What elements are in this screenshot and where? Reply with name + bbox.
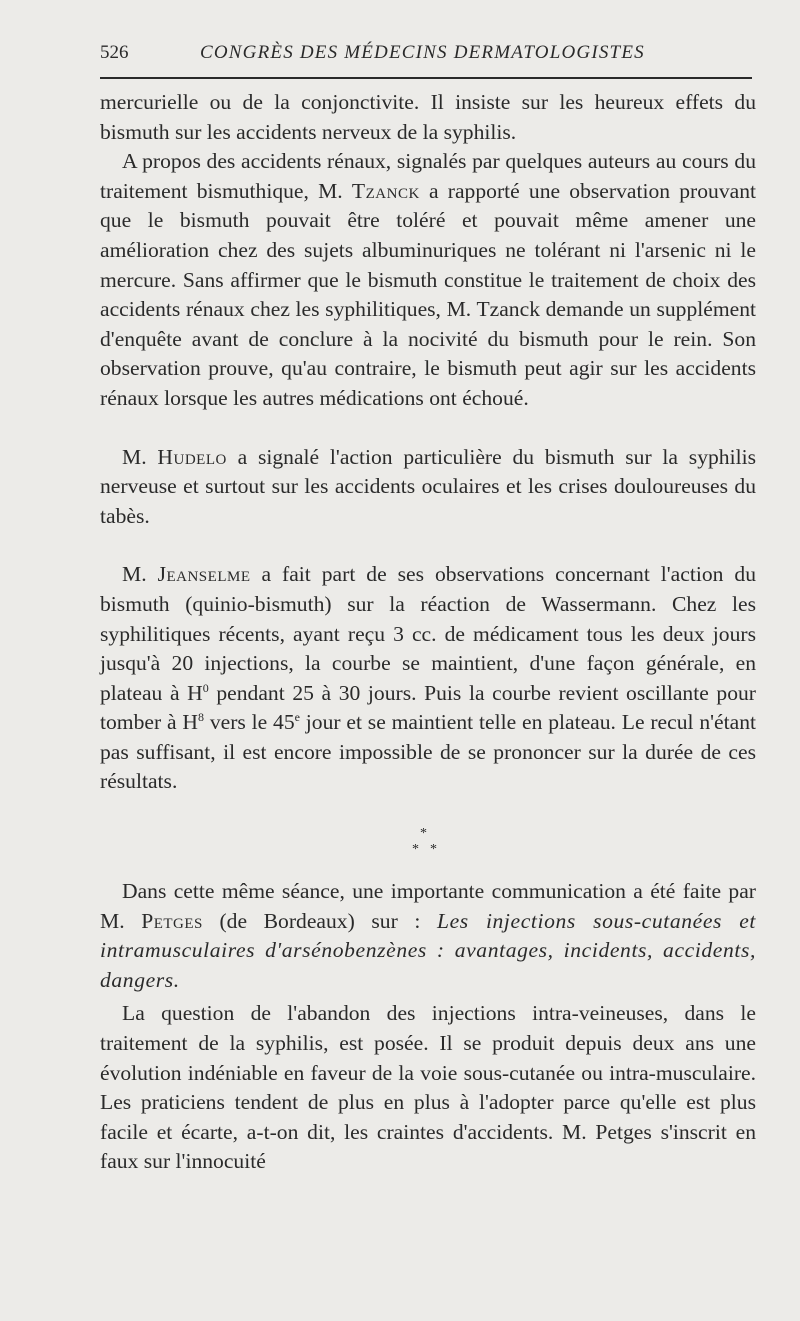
paragraph-text: M. [122,444,158,469]
author-name: Petges [141,908,203,933]
asterism-star: * [412,842,419,858]
author-name: Jeanselme [157,562,251,587]
paragraph-text: pendant 25 à 30 jours. Puis la courbe revient oscillante pour tomber à H [100,680,756,735]
paragraph-tzanck [100,147,756,413]
paragraph-hudelo [100,443,756,532]
communication-title: Les injections sous-cutanées et intramusculaires d'arsénobenzènes : avantages, incidents, accidents, dangers. [100,908,757,992]
superscript: 8 [198,710,204,725]
asterism-star: * [420,826,427,842]
running-head [100,42,755,72]
header-title: CONGRÈS DES MÉDECINS DERMATOLOGISTES [200,42,645,63]
page-number: 526 [100,42,129,63]
paragraph-text: vers le 45 [204,710,295,735]
paragraph-petges [100,877,756,995]
paragraph-text: a rapporté une observation prouvant que le bismuth pouvait être toléré et pouvait même amener une amélioration chez des sujets albuminuriques ne tolérant ni l'arsenic ni le mercure. Sans affirmer que le bismuth constitue le traitement de choix des accidents rénaux chez les syphilitiques, M. Tzanck demande un supplément d'enquête avant de conclure à la nocivité du bismuth pour le rein. Son observation prouve, qu'au contraire, le bismuth peut agir sur les accidents rénaux lorsque les autres médications ont échoué. [100,178,757,410]
paragraph-gap [100,531,756,560]
paragraph-jeanselme [100,560,756,797]
paragraph-text: mercurielle ou de la conjonctivite. Il insiste sur les heureux effets du bismuth sur les accidents nerveux de la syphilis. [100,90,756,144]
superscript: 0 [202,680,209,695]
superscript: e [294,710,300,725]
paragraph-text: (de Bordeaux) sur : [202,908,437,933]
header-rule [100,77,752,79]
paragraph-text: jour et se maintient telle en plateau. Le recul n'étant pas suffisant, il est encore impossible de se prononcer sur la durée de ces résultats. [100,710,757,794]
body-text [100,88,756,1177]
paragraph-text: a signalé l'action particulière du bismuth sur la syphilis nerveuse et surtout sur les accidents oculaires et les crises douloureuses du tabès. [100,444,756,528]
paragraph-text: a fait part de ses observations concernant l'action du bismuth (quinio-bismuth) sur la réaction de Wassermann. Chez les syphilitiques récents, ayant reçu 3 cc. de médicament tous les deux jours jusqu'à 20 injections, la courbe se maintient, d'une façon générale, en plateau à H [100,562,757,705]
paragraph-continuation [100,88,756,147]
paragraph-text: La question de l'abandon des injections intra-veineuses, dans le traitement de la syphilis, est posée. Il se produit depuis deux ans une évolution indéniable en faveur de la voie sous-cutanée ou intra-musculaire. Les praticiens tendent de plus en plus à l'adopter parce qu'elle est plus facile et écarte, a-t-on dit, les craintes d'accidents. M. Petges s'inscrit en faux sur l'innocuité [100,1001,756,1174]
asterism-star: * [430,842,437,858]
paragraph-text: Dans cette même séance, une importante communication a été faite par M. [100,879,756,933]
author-name: Tzanck [351,178,420,203]
author-name: Hudelo [157,444,227,469]
asterism [100,797,756,877]
paragraph-text: A propos des accidents rénaux, signalés par quelques auteurs au cours du traitement bismuthique, M. [100,149,756,203]
paragraph-injections [100,999,756,1177]
paragraph-gap [100,414,756,443]
paragraph-text: M. [122,562,158,587]
